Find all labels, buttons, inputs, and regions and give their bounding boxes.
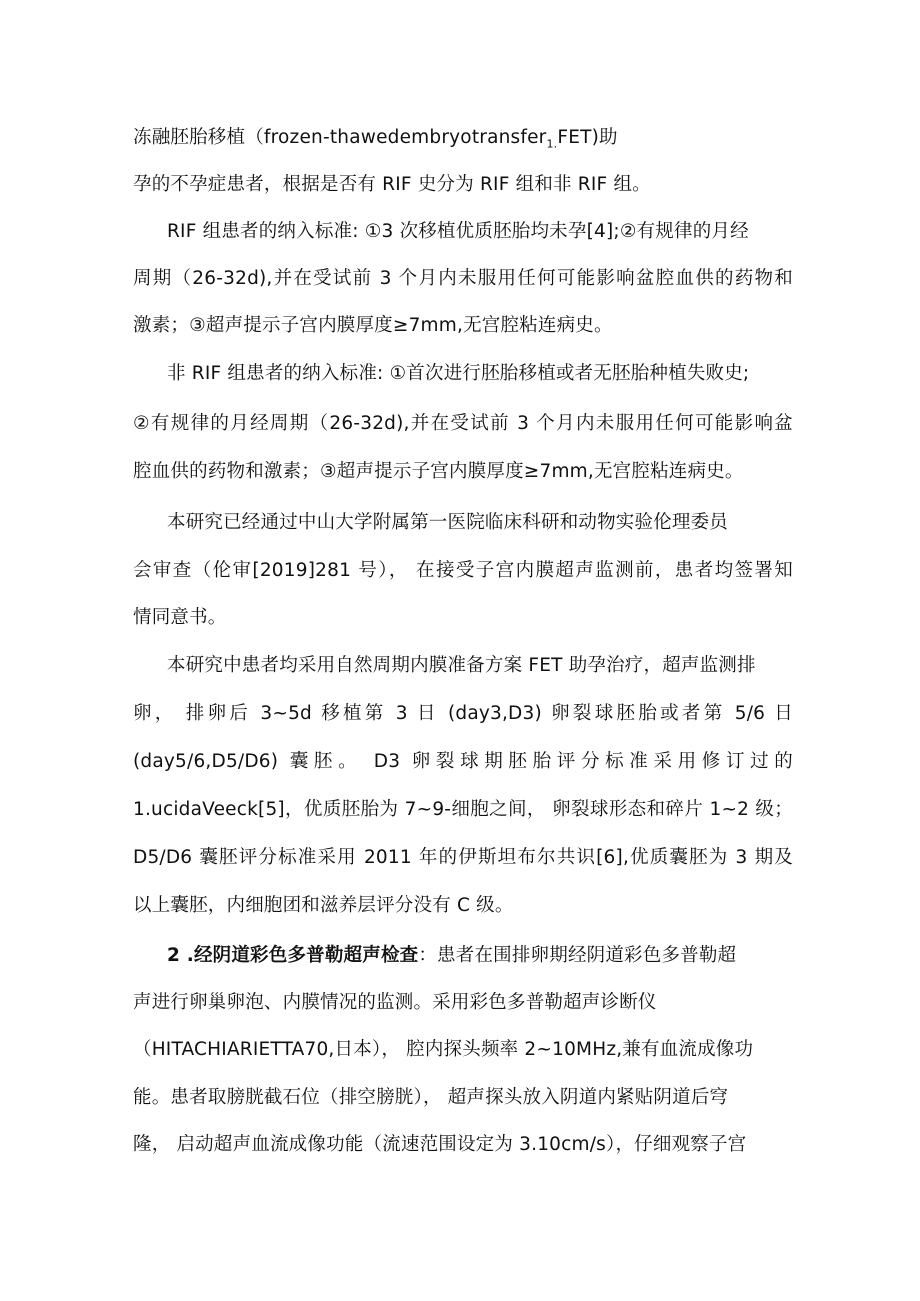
- text-line: (day5/6,D5/D6) 囊胚。 D3 卵裂球期胚胎评分标准采用修订过的: [133, 751, 793, 772]
- text-line: 隆， 启动超声血流成像功能（流速范围设定为 3.10cm/s），仔细观察子宫: [133, 1134, 747, 1155]
- text-line: 本研究已经通过中山大学附属第一医院临床科研和动物实验伦理委员: [167, 512, 729, 533]
- text-line: 以上囊胚，内细胞团和滋养层评分没有 C 级。: [133, 895, 514, 916]
- text-line: [133, 125, 793, 158]
- text-segment: FET)助: [557, 127, 618, 148]
- text-line: RIF 组患者的纳入标准: ①3 次移植优质胚胎均未孕[4];②有规律的月经: [167, 221, 749, 242]
- section-heading: 2 .经阴道彩色多普勒超声检查: [167, 945, 419, 966]
- text-line: 卵， 排卵后 3~5d 移植第 3 日 (day3,D3) 卵裂球胚胎或者第 5/6 日: [133, 703, 793, 724]
- text-line: 能。患者取膀胱截石位（排空膀胱）， 超声探头放入阴道内紧贴阴道后穹: [133, 1087, 729, 1108]
- text-line: [167, 943, 793, 969]
- text-line: 周期（26-32d),并在受试前 3 个月内未服用任何可能影响盆腔血供的药物和: [133, 268, 793, 289]
- text-segment: ：患者在围排卵期经阴道彩色多普勒超: [418, 945, 737, 966]
- text-line: 孕的不孕症患者，根据是否有 RIF 史分为 RIF 组和非 RIF 组。: [133, 174, 651, 195]
- text-line: 情同意书。: [133, 607, 227, 628]
- text-line: 1.ucidaVeeck[5]，优质胚胎为 7~9-细胞之间， 卵裂球形态和碎片 1~2 级；: [133, 799, 793, 820]
- text-segment: 冻融胚胎移植（frozen-thawedembryotransfer: [133, 127, 547, 148]
- text-line: 激素；③超声提示子宫内膜厚度≥7mm,无宫腔粘连病史。: [133, 315, 613, 336]
- text-line: 会审查（伦审[2019]281 号）， 在接受子宫内膜超声监测前，患者均签署知: [133, 560, 793, 581]
- subscript: 1.: [546, 137, 558, 151]
- text-line: 非 RIF 组患者的纳入标准: ①首次进行胚胎移植或者无胚胎种植失败史;: [167, 363, 750, 384]
- text-line: 本研究中患者均采用自然周期内膜准备方案 FET 助孕治疗，超声监测排: [167, 655, 756, 676]
- text-line: 声进行卵巢卵泡、内膜情况的监测。采用彩色多普勒超声诊断仪: [133, 992, 657, 1013]
- text-line: 腔血供的药物和激素；③超声提示子宫内膜厚度≥7mm,无宫腔粘连病史。: [133, 461, 744, 482]
- text-line: D5/D6 囊胚评分标准采用 2011 年的伊斯坦布尔共识[6],优质囊胚为 3 期及: [133, 847, 793, 868]
- text-line: ②有规律的月经周期（26-32d),并在受试前 3 个月内未服用任何可能影响盆: [133, 413, 793, 434]
- text-line: （HITACHIARIETTA70,日本）， 腔内探头频率 2~10MHz,兼有血流成像功: [133, 1039, 754, 1060]
